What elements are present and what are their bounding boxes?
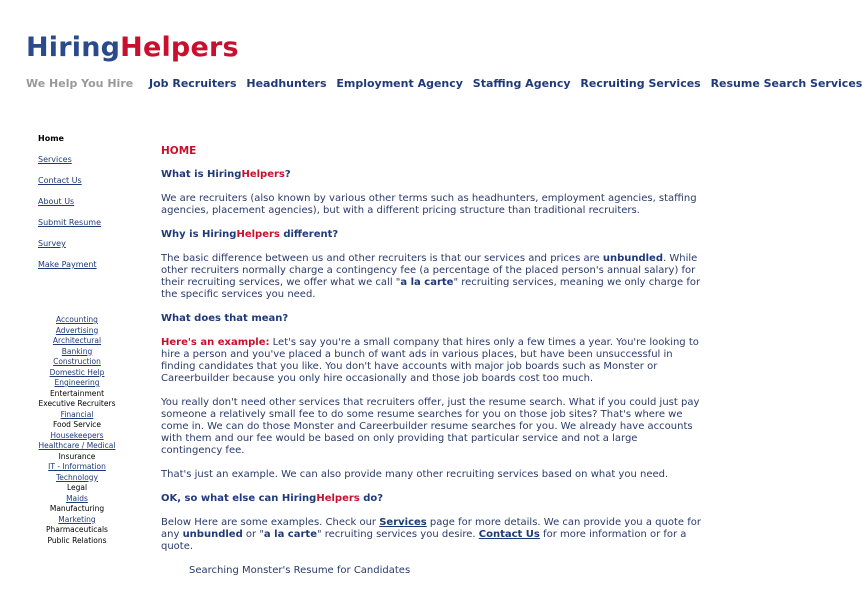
heading-text: Why is Hiring: [161, 229, 237, 240]
category-item: Insurance: [58, 451, 96, 461]
heading-text: OK, so what else can Hiring: [161, 493, 317, 504]
page-title: HOME: [161, 145, 197, 157]
topnav-headhunters[interactable]: Headhunters: [246, 77, 327, 90]
category-item: Food Service: [52, 420, 102, 429]
category-item[interactable]: Architectural: [52, 336, 102, 345]
topnav-employment-agency[interactable]: Employment Agency: [336, 77, 463, 90]
site-logo[interactable]: [26, 32, 239, 63]
emphasis: unbundled: [182, 529, 243, 540]
topnav-recruiting-services[interactable]: Recruiting Services: [580, 77, 701, 90]
category-item[interactable]: Advertising: [55, 325, 99, 335]
heading-brand: Helpers: [316, 493, 360, 504]
top-nav: [149, 77, 863, 90]
contact-us-link[interactable]: Contact Us: [478, 529, 540, 540]
category-item[interactable]: Healthcare / Medical: [38, 441, 116, 450]
main-content: [161, 145, 701, 589]
category-item: Entertainment: [49, 388, 105, 398]
sidebar-item-make-payment[interactable]: Make Payment: [38, 260, 97, 269]
emphasis: a la carte: [400, 277, 454, 288]
logo-part-2: Helpers: [120, 32, 239, 63]
text: " recruiting services, meaning we only charge for the specific services you need.: [161, 277, 701, 300]
heading-brand: Helpers: [241, 169, 285, 180]
example-label: Here's an example:: [161, 337, 270, 348]
sidebar-item-contact-us[interactable]: Contact Us: [38, 176, 82, 185]
logo-part-1: Hiring: [26, 32, 121, 63]
category-item[interactable]: Construction: [53, 357, 101, 366]
category-item[interactable]: Domestic Help: [49, 367, 105, 377]
topnav-resume-search-services[interactable]: Resume Search Services: [710, 77, 863, 90]
category-item: Public Relations: [47, 535, 107, 545]
heading-what-is: [161, 169, 701, 181]
text: . While other recruiters normally charge a contingency fee (a percentage of the placed person's annual salary) for their recruiting services, we offer what we call ": [161, 253, 698, 288]
list-item-cut: Searching Monster's Resume for Candidates: [189, 565, 411, 576]
category-item[interactable]: IT - Information: [48, 462, 106, 471]
heading-why-different: [161, 229, 701, 241]
text: The basic difference between us and other recruiters is that our services and prices are: [161, 253, 603, 264]
text: page for more details. We can provide you a quote for any: [161, 517, 701, 540]
paragraph-examples: [161, 517, 701, 553]
category-item[interactable]: Technology: [55, 472, 98, 482]
heading-text: different?: [279, 229, 339, 240]
heading-brand: Helpers: [236, 229, 280, 240]
heading-what-does-that-mean: What does that mean?: [161, 313, 289, 324]
heading-text: What is Hiring: [161, 169, 242, 180]
heading-text: do?: [359, 493, 384, 504]
paragraph-difference: [161, 253, 701, 301]
emphasis: a la carte: [263, 529, 317, 540]
tagline: We Help You Hire: [26, 77, 134, 90]
text: Below Here are some examples. Check our: [161, 517, 380, 528]
category-item: Pharmaceuticals: [46, 525, 108, 534]
category-list: [28, 315, 126, 546]
sidebar-item-survey[interactable]: Survey: [38, 239, 66, 248]
sidebar-item-home[interactable]: Home: [38, 134, 64, 143]
category-item: Legal: [66, 483, 88, 492]
heading-what-else: [161, 493, 701, 505]
sidebar-item-about-us[interactable]: About Us: [38, 197, 75, 206]
category-item[interactable]: Engineering: [54, 378, 100, 387]
topnav-job-recruiters[interactable]: Job Recruiters: [149, 77, 237, 90]
paragraph-resume-search: You really don't need other services that recruiters offer, just the resume search. What if you could just pay someone a relatively small fee to do some resume searches for you on those job sites? That's where we come in. We can do those Monster and Careerbuilder resume searches for you. We already have accounts with them and our fee would be based on only providing that particular service and not a large contingency fee.: [161, 397, 700, 456]
text: or ": [242, 529, 264, 540]
text: for more information or for a quote.: [161, 529, 687, 552]
text: " recruiting services you desire.: [316, 529, 479, 540]
sidebar-item-services[interactable]: Services: [38, 155, 72, 164]
category-item[interactable]: Financial: [60, 409, 94, 419]
topnav-staffing-agency[interactable]: Staffing Agency: [472, 77, 571, 90]
category-item: Executive Recruiters: [38, 399, 116, 408]
paragraph-example: [161, 337, 701, 385]
paragraph-just-example: That's just an example. We can also provide many other recruiting services based on what you need.: [161, 469, 669, 480]
emphasis: unbundled: [602, 253, 663, 264]
text: Let's say you're a small company that hires only a few times a year. You're looking to hire a person and you've placed a bunch of want ads in various places, but have been unsuccessful in finding candidates that you like. You don't have accounts with major job boards such as Monster or Careerbuilder because you only hire occasionally and those job boards cost too much.: [161, 337, 699, 384]
sidebar-nav: [38, 134, 101, 281]
category-item[interactable]: Housekeepers: [50, 430, 104, 440]
services-link[interactable]: Services: [379, 517, 427, 528]
category-item[interactable]: Maids: [66, 493, 88, 503]
category-item[interactable]: Banking: [61, 346, 93, 356]
category-item: Manufacturing: [49, 504, 105, 513]
category-item[interactable]: Accounting: [56, 315, 98, 324]
paragraph-intro: We are recruiters (also known by various other terms such as headhunters, employment agencies, staffing agencies, placement agencies), but with a different pricing structure than traditional recruiters.: [161, 193, 697, 216]
heading-text: ?: [284, 169, 291, 180]
category-item[interactable]: Marketing: [58, 514, 96, 524]
sidebar-item-submit-resume[interactable]: Submit Resume: [38, 218, 101, 227]
